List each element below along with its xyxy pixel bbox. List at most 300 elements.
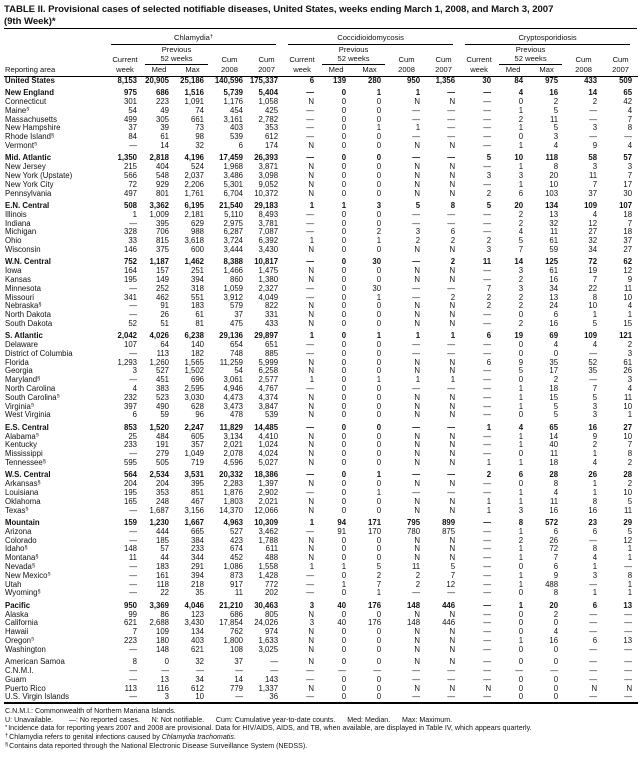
value-cell: 1 <box>486 422 492 432</box>
value-cell: N <box>414 683 421 693</box>
value-cell: 1 <box>592 310 598 320</box>
value-cell: 4,049 <box>258 292 279 302</box>
value-cell: — <box>589 132 598 142</box>
value-cell: N <box>449 627 456 637</box>
value-cell: N <box>449 140 456 150</box>
value-cell: 394 <box>190 274 204 284</box>
value-cell: 5 <box>553 105 559 115</box>
value-cell: 475 <box>229 318 243 328</box>
value-cell: N <box>414 553 421 563</box>
value-cell: 233 <box>123 440 137 450</box>
value-cell: 2 <box>415 236 421 246</box>
value-cell: 2 <box>553 609 559 619</box>
value-cell: 1 <box>132 209 137 219</box>
value-cell: 1,380 <box>258 274 279 284</box>
value-cell: 4 <box>553 627 559 637</box>
value-cell: 0 <box>376 401 382 411</box>
value-cell: 1 <box>627 310 633 320</box>
value-cell: 37 <box>623 236 633 246</box>
value-cell: 11 <box>549 227 559 237</box>
year-2007-label: 2007 <box>426 65 461 77</box>
value-cell: — <box>483 97 492 106</box>
week-label: week <box>107 65 143 77</box>
value-cell: 2 <box>518 535 524 545</box>
value-cell: 0 <box>376 410 382 420</box>
table-row <box>4 89 638 98</box>
value-cell: — <box>483 665 492 675</box>
value-cell: — <box>412 422 421 432</box>
value-cell: 29 <box>623 518 633 528</box>
table-row <box>4 258 638 267</box>
value-cell: 383 <box>155 384 169 394</box>
table-row <box>4 498 638 507</box>
value-cell: 1 <box>486 505 492 515</box>
value-cell: 2 <box>518 274 524 284</box>
value-cell: 61 <box>160 132 169 142</box>
value-cell: 35 <box>549 357 559 367</box>
value-cell: — <box>447 665 456 675</box>
value-cell: 2 <box>486 301 492 311</box>
value-cell: 121 <box>619 331 633 341</box>
value-cell: 7 <box>486 283 492 293</box>
value-cell: — <box>589 114 598 124</box>
value-cell: N <box>449 244 456 254</box>
value-cell: 7 <box>553 553 559 563</box>
value-cell: — <box>129 526 137 536</box>
table-row <box>4 107 638 116</box>
value-cell: — <box>447 153 456 163</box>
value-cell: 6 <box>553 562 559 571</box>
value-cell: — <box>483 644 492 654</box>
value-cell: — <box>550 665 559 675</box>
week-label: week <box>284 65 320 77</box>
value-cell: 13 <box>623 635 633 645</box>
value-cell: — <box>483 627 492 637</box>
value-cell: 1 <box>518 579 524 589</box>
value-cell: 628 <box>190 401 204 411</box>
value-cell: 26,393 <box>254 153 279 163</box>
table-row <box>4 611 638 620</box>
value-cell: 748 <box>229 348 243 358</box>
value-cell: 2,327 <box>258 283 279 293</box>
reporting-area-cell: Utah <box>5 580 22 589</box>
table-row <box>4 385 638 394</box>
reporting-area-cell: E.N. Central <box>5 201 50 210</box>
value-cell: 11 <box>549 496 559 506</box>
reporting-area-cell: Georgia <box>5 367 33 376</box>
value-cell: 1,502 <box>184 366 204 376</box>
value-cell: 2,595 <box>184 384 204 394</box>
value-cell: 10,309 <box>254 518 279 528</box>
value-cell: — <box>306 88 315 98</box>
value-cell: 16 <box>588 422 598 432</box>
value-cell: 103 <box>545 188 559 198</box>
value-cell: — <box>412 384 421 394</box>
max-label: Max <box>529 65 564 77</box>
value-cell: 621 <box>190 644 204 654</box>
value-cell: 3,156 <box>184 505 204 515</box>
value-cell: 467 <box>190 496 204 506</box>
value-cell: 73 <box>195 123 204 133</box>
value-cell: 484 <box>155 431 169 441</box>
value-cell: — <box>483 657 492 667</box>
current-label: Current <box>112 55 138 65</box>
value-cell: 84 <box>128 132 137 142</box>
spacer-cell <box>387 45 426 54</box>
value-cell: 4 <box>627 140 633 150</box>
value-cell: 2,247 <box>184 422 204 432</box>
value-cell: 14 <box>234 674 243 684</box>
value-cell: 165 <box>123 496 137 506</box>
value-cell: 0 <box>376 301 382 311</box>
value-cell: 4,026 <box>149 331 169 341</box>
value-cell: — <box>270 665 279 675</box>
value-cell: 0 <box>376 179 382 189</box>
value-cell: — <box>589 609 598 619</box>
value-cell: 353 <box>265 123 279 133</box>
value-cell: 1 <box>309 518 315 528</box>
value-cell: 5 <box>376 562 382 571</box>
reporting-area-cell: Wisconsin <box>5 245 41 254</box>
value-cell: 27 <box>623 244 633 254</box>
value-cell: 12 <box>623 266 633 276</box>
value-cell: 1,565 <box>184 357 204 367</box>
value-cell: — <box>129 644 137 654</box>
value-cell: 2 <box>627 340 633 350</box>
value-cell: 686 <box>229 609 243 619</box>
value-cell: 1 <box>592 488 598 498</box>
value-cell: — <box>483 401 492 411</box>
value-cell: 34 <box>588 244 598 254</box>
value-cell: — <box>129 562 137 571</box>
table-row <box>4 124 638 133</box>
table-row <box>4 646 638 655</box>
value-cell: 10 <box>623 488 633 498</box>
value-cell: 0 <box>341 188 347 198</box>
value-cell: 1,803 <box>223 496 243 506</box>
title-rule <box>4 28 637 29</box>
value-cell: — <box>129 692 137 702</box>
value-cell: 3 <box>518 505 524 515</box>
value-cell: 13 <box>549 209 559 219</box>
value-cell: 30,463 <box>254 600 279 610</box>
reporting-area-cell: Maryland§ <box>5 376 41 385</box>
spacer-cell <box>603 45 638 54</box>
value-cell: — <box>483 635 492 645</box>
value-cell: 0 <box>341 179 347 189</box>
value-cell: 191 <box>155 440 169 450</box>
value-cell: — <box>589 375 598 385</box>
value-cell: 18 <box>549 458 559 468</box>
value-cell: 752 <box>123 257 137 267</box>
value-cell: 174 <box>265 140 279 150</box>
value-cell: 488 <box>545 579 559 589</box>
table-row <box>4 685 638 694</box>
reporting-area-cell: California <box>5 619 38 628</box>
table-row <box>4 267 638 276</box>
value-cell: 16 <box>549 274 559 284</box>
value-cell: 0 <box>341 310 347 320</box>
value-cell: 16 <box>588 505 598 515</box>
spacer-cell <box>249 45 284 54</box>
value-cell: 2,206 <box>184 179 204 189</box>
value-cell: 232 <box>123 392 137 402</box>
value-cell: 18 <box>623 227 633 237</box>
value-cell: 3,362 <box>149 200 169 210</box>
value-cell: 37 <box>588 188 598 198</box>
value-cell: 3 <box>592 410 598 420</box>
value-cell: 611 <box>265 544 279 554</box>
table-row <box>4 142 638 151</box>
value-cell: 10,817 <box>254 257 279 267</box>
table-row <box>4 480 638 489</box>
value-cell: — <box>483 132 492 142</box>
value-cell: 0 <box>518 683 524 693</box>
value-cell: 6 <box>553 526 559 536</box>
value-cell: 1,059 <box>223 283 243 293</box>
reporting-area-cell: Maine§ <box>5 106 30 115</box>
value-cell: 1,687 <box>149 505 169 515</box>
value-cell: 4 <box>627 384 633 394</box>
value-cell: — <box>483 179 492 189</box>
value-cell: N <box>449 458 456 468</box>
value-cell: 215 <box>123 162 137 172</box>
value-cell: 20 <box>514 200 524 210</box>
table-row <box>4 237 638 246</box>
value-cell: 113 <box>156 348 169 358</box>
value-cell: N <box>308 458 315 468</box>
value-cell: 0 <box>341 479 347 489</box>
value-cell: 183 <box>155 562 169 571</box>
value-cell: 16 <box>549 505 559 515</box>
value-cell: 661 <box>190 114 204 124</box>
value-cell: 57 <box>623 153 633 163</box>
reporting-area-cell: Iowa <box>5 267 22 276</box>
table-row <box>4 441 638 450</box>
value-cell: 159 <box>123 518 137 528</box>
value-cell: 2,534 <box>149 470 169 480</box>
value-cell: — <box>589 674 598 684</box>
value-cell: 1 <box>518 440 524 450</box>
value-cell: 22 <box>588 283 598 293</box>
value-cell: 148 <box>407 618 421 628</box>
value-cell: 651 <box>265 340 279 350</box>
value-cell: N <box>308 401 315 411</box>
table-row <box>4 220 638 229</box>
value-cell: — <box>483 488 492 498</box>
value-cell: 0 <box>376 266 382 276</box>
table-row <box>4 302 638 311</box>
table-row <box>4 602 638 611</box>
value-cell: 403 <box>229 123 243 133</box>
value-cell: 0 <box>376 170 382 180</box>
value-cell: — <box>373 665 382 675</box>
value-cell: 61 <box>195 310 204 320</box>
value-cell: 6 <box>592 526 598 536</box>
value-cell: 26 <box>588 470 598 480</box>
value-cell: N <box>414 449 421 459</box>
value-cell: N <box>414 458 421 468</box>
table-row <box>4 276 638 285</box>
value-cell: 0 <box>341 535 347 545</box>
value-cell: 357 <box>190 440 204 450</box>
value-cell: 3 <box>553 132 559 142</box>
value-cell: 0 <box>376 348 382 358</box>
value-cell: 0 <box>341 588 347 598</box>
value-cell: — <box>306 570 315 580</box>
value-cell: 524 <box>190 162 204 172</box>
value-cell: 0 <box>341 357 347 367</box>
value-cell: 2 <box>518 301 524 311</box>
value-cell: 125 <box>545 257 559 267</box>
value-cell: 72 <box>588 257 598 267</box>
value-cell: — <box>306 209 315 219</box>
value-cell: 3,618 <box>184 236 204 246</box>
table-row <box>4 589 638 598</box>
value-cell: 65 <box>623 88 633 98</box>
value-cell: 26 <box>160 310 169 320</box>
reporting-area-cell: New York City <box>5 180 54 189</box>
value-cell: 3 <box>592 401 598 411</box>
value-cell: 1 <box>309 236 315 246</box>
table-row <box>4 411 638 420</box>
value-cell: N <box>308 179 315 189</box>
value-cell: 3,473 <box>223 401 243 411</box>
value-cell: 2,688 <box>149 618 169 628</box>
value-cell: 23 <box>588 518 598 528</box>
value-cell: 3 <box>415 227 421 237</box>
value-cell: 176 <box>368 600 382 610</box>
value-cell: 1,176 <box>223 97 243 106</box>
table-row <box>4 285 638 294</box>
value-cell: 4 <box>518 88 524 98</box>
year-2008-label: 2008 <box>210 65 249 77</box>
value-cell: 4,196 <box>184 153 204 163</box>
value-cell: 148 <box>407 600 421 610</box>
value-cell: N <box>449 609 456 619</box>
value-cell: N <box>414 392 421 402</box>
value-cell: 0 <box>341 292 347 302</box>
spacer-cell <box>107 45 143 54</box>
value-cell: 34 <box>549 283 559 293</box>
table-row <box>4 572 638 581</box>
value-cell: 6,238 <box>184 331 204 341</box>
value-cell: 1 <box>518 384 524 394</box>
value-cell: 30 <box>482 75 492 85</box>
current-label: Current <box>466 55 492 65</box>
value-cell: 8 <box>553 588 559 598</box>
value-cell: N <box>449 310 456 320</box>
value-cell: 1 <box>376 331 382 341</box>
value-cell: 600 <box>190 244 204 254</box>
value-cell: 4,963 <box>223 518 243 528</box>
value-cell: 10,372 <box>254 188 279 198</box>
value-cell: 72 <box>128 179 137 189</box>
reporting-area-cell: New Jersey <box>5 163 46 172</box>
value-cell: — <box>624 692 633 702</box>
value-cell: 8,493 <box>258 209 279 219</box>
value-cell: 0 <box>341 553 347 563</box>
value-cell: 404 <box>155 162 169 172</box>
value-cell: 1 <box>486 458 492 468</box>
value-cell: 1,761 <box>184 188 204 198</box>
cum-label: Cum <box>575 55 592 65</box>
value-cell: 54 <box>234 366 243 376</box>
previous-label: Previous <box>161 44 192 54</box>
value-cell: N <box>308 431 315 441</box>
table-row <box>4 350 638 359</box>
value-cell: 1 <box>376 375 382 385</box>
value-cell: 505 <box>155 458 169 468</box>
value-cell: N <box>308 366 315 376</box>
value-cell: 499 <box>123 114 137 124</box>
value-cell: 3,061 <box>223 375 243 385</box>
value-cell: 72 <box>549 544 559 554</box>
value-cell: N <box>308 97 315 106</box>
value-cell: — <box>624 674 633 684</box>
value-cell: 375 <box>155 244 169 254</box>
value-cell: 384 <box>190 535 204 545</box>
value-cell: N <box>414 440 421 450</box>
value-cell: 12 <box>446 579 456 589</box>
value-cell: 2 <box>486 470 492 480</box>
value-cell: 2 <box>376 570 382 580</box>
table-row <box>4 311 638 320</box>
value-cell: 0 <box>341 331 347 341</box>
value-cell: 2 <box>518 318 524 328</box>
value-cell: — <box>589 627 598 637</box>
value-cell: 2 <box>518 292 524 302</box>
value-cell: 29,897 <box>254 331 279 341</box>
value-cell: 12,066 <box>254 505 279 515</box>
value-cell: 1,009 <box>149 209 169 219</box>
value-cell: 451 <box>155 375 169 385</box>
value-cell: 433 <box>265 318 279 328</box>
value-cell: — <box>412 340 421 350</box>
value-cell: N <box>414 179 421 189</box>
value-cell: N <box>414 609 421 619</box>
value-cell: 10 <box>195 692 204 702</box>
value-cell: 6 <box>309 75 315 85</box>
value-cell: 113 <box>124 683 137 693</box>
value-cell: 621 <box>123 618 137 628</box>
value-cell: 148 <box>123 544 137 554</box>
value-cell: — <box>412 588 421 598</box>
value-cell: 566 <box>123 170 137 180</box>
value-cell: 706 <box>155 227 169 237</box>
value-cell: 0 <box>341 140 347 150</box>
value-cell: 9,052 <box>258 179 279 189</box>
value-cell: 195 <box>123 488 137 498</box>
value-cell: 8 <box>627 449 633 459</box>
value-cell: 0 <box>376 422 382 432</box>
value-cell: 61 <box>549 236 559 246</box>
value-cell: — <box>483 410 492 420</box>
value-cell: 4,946 <box>223 384 243 394</box>
value-cell: 1 <box>518 544 524 554</box>
value-cell: 202 <box>265 588 279 598</box>
value-cell: 7 <box>627 170 633 180</box>
value-cell: 815 <box>155 236 169 246</box>
value-cell: 1 <box>415 88 421 98</box>
value-cell: 7 <box>592 179 598 189</box>
value-cell: 251 <box>190 266 204 276</box>
value-cell: N <box>449 410 456 420</box>
table-row <box>4 211 638 220</box>
table-row <box>4 459 638 468</box>
value-cell: 37 <box>234 310 243 320</box>
value-cell: — <box>306 348 315 358</box>
